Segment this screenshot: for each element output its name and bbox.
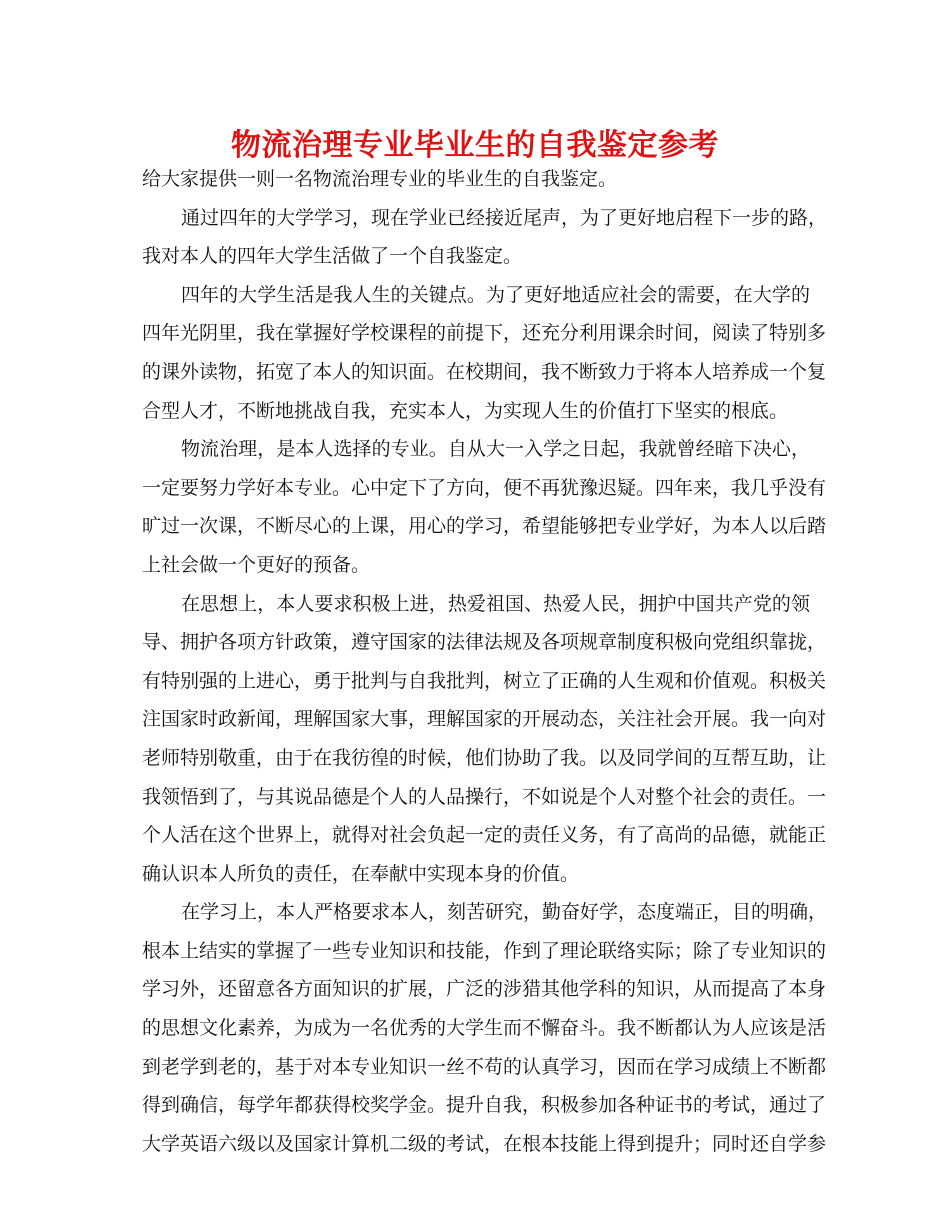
text-line: 我领悟到了，与其说品德是个人的人品操行，不如说是个人对整个社会的责任。一	[142, 785, 827, 808]
text-line: 旷过一次课，不断尽心的上课，用心的学习，希望能够把专业学好，为本人以后踏	[142, 515, 827, 538]
text-line: 一定要努力学好本专业。心中定下了方向，便不再犹豫迟疑。四年来，我几乎没有	[142, 476, 827, 499]
text-line: 给大家提供一则一名物流治理专业的毕业生的自我鉴定。	[142, 168, 618, 190]
text-line: 我对本人的四年大学生活做了一个自我鉴定。	[142, 245, 523, 268]
text-line: 四年光阴里，我在掌握好学校课程的前提下，还充分利用课余时间，阅读了特别多	[142, 322, 827, 345]
text-line: 上社会做一个更好的预备。	[142, 553, 371, 576]
text-line: 物流治理，是本人选择的专业。自从大一入学之日起，我就曾经暗下决心，	[181, 438, 810, 461]
text-line: 到老学到老的，基于对本专业知识一丝不苟的认真学习，因而在学习成绩上不断都	[142, 1055, 827, 1078]
text-line: 得到确信，每学年都获得校奖学金。提升自我，积极参加各种证书的考试，通过了	[142, 1094, 827, 1117]
text-line: 的思想文化素养，为成为一名优秀的大学生而不懈奋斗。我不断都认为人应该是活	[142, 1017, 827, 1040]
document-title: 物流治理专业毕业生的自我鉴定参考	[231, 128, 719, 163]
text-line: 四年的大学生活是我人生的关键点。为了更好地适应社会的需要，在大学的	[181, 283, 810, 306]
text-line: 在学习上，本人严格要求本人，刻苦研究，勤奋好学，态度端正，目的明确，	[181, 901, 828, 924]
text-line: 个人活在这个世界上，就得对社会负起一定的责任义务，有了高尚的品德，就能正	[142, 824, 827, 847]
text-line: 的课外读物，拓宽了本人的知识面。在校期间，我不断致力于将本人培养成一个复	[142, 360, 827, 383]
text-line: 根本上结实的掌握了一些专业知识和技能，作到了理论联络实际；除了专业知识的	[142, 939, 827, 962]
text-line: 合型人才，不断地挑战自我，充实本人，为实现人生的价值打下坚实的根底。	[142, 399, 789, 422]
text-line: 大学英语六级以及国家计算机二级的考试，在根本技能上得到提升；同时还自学参	[142, 1132, 827, 1155]
text-line: 学习外，还留意各方面知识的扩展，广泛的涉猎其他学科的知识，从而提高了本身	[142, 978, 827, 1001]
text-line: 确认识本人所负的责任，在奉献中实现本身的价值。	[142, 862, 580, 885]
text-line: 导、拥护各项方针政策，遵守国家的法律法规及各项规章制度积极向党组织靠拢，	[142, 631, 827, 654]
text-line: 注国家时政新闻，理解国家大事，理解国家的开展动态，关注社会开展。我一向对	[142, 708, 827, 731]
document-body	[142, 160, 828, 1163]
text-line: 在思想上，本人要求积极上进，热爱祖国、热爱人民，拥护中国共产党的领	[181, 592, 810, 615]
text-line: 有特别强的上进心，勇于批判与自我批判，树立了正确的人生观和价值观。积极关	[142, 669, 827, 692]
text-line: 老师特别敬重，由于在我彷徨的时候，他们协助了我。以及同学间的互帮互助，让	[142, 746, 827, 769]
text-line: 通过四年的大学学习，现在学业已经接近尾声，为了更好地启程下一步的路，	[181, 206, 828, 229]
